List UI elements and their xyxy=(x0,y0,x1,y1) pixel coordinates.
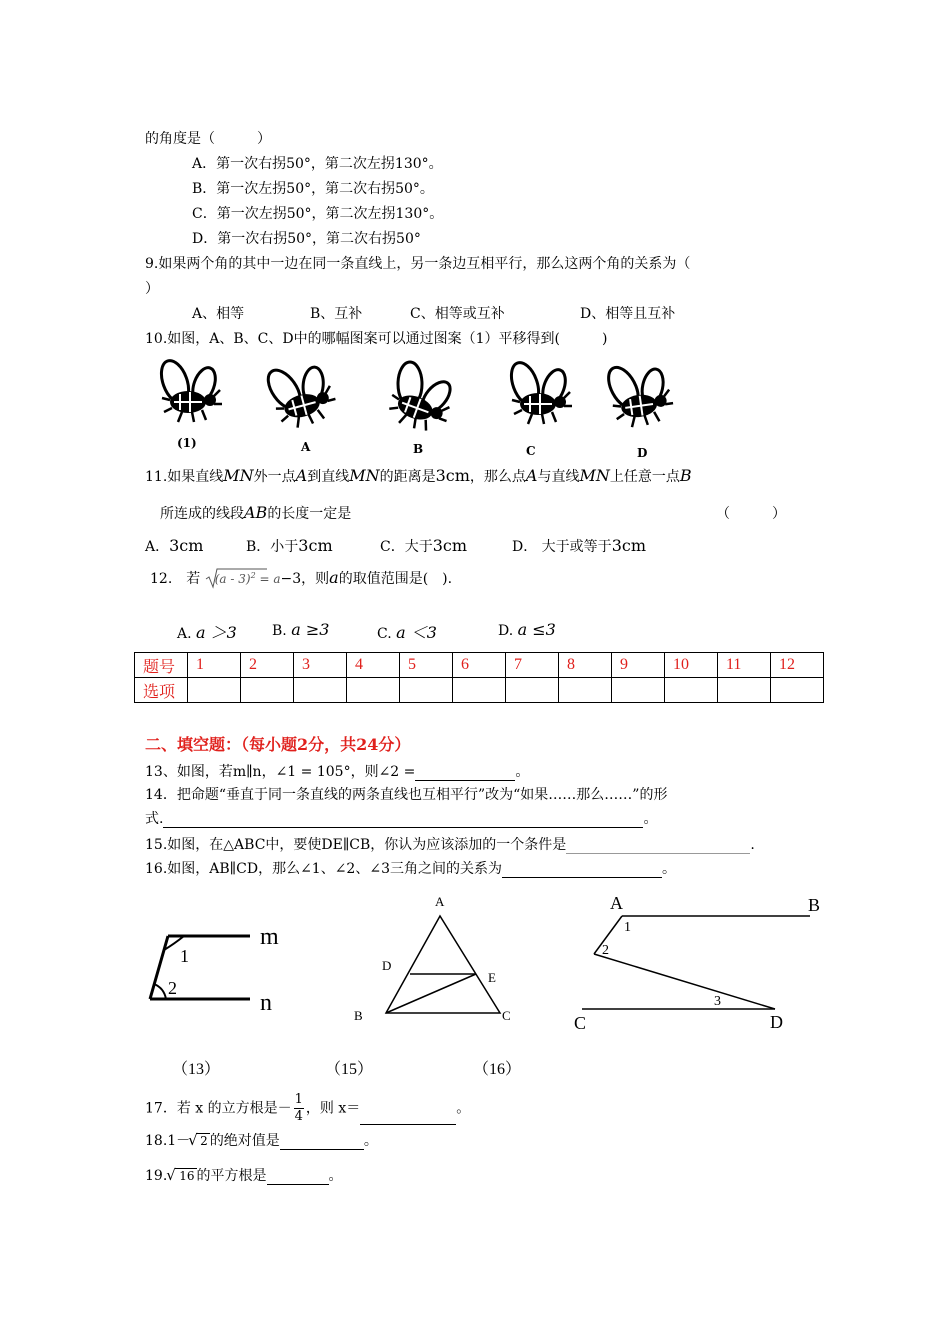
bee-figure-c xyxy=(506,359,572,424)
label-b: B xyxy=(354,1008,363,1023)
q14-line1: 14．把命题“垂直于同一条直线的两条直线也互相平行”改为“如果……那么……”的形 xyxy=(145,787,668,803)
bee-label-b: B xyxy=(413,442,424,456)
table-cell-number: 7 xyxy=(506,653,559,678)
bee-figure-1 xyxy=(156,357,222,422)
q9-stem: 9.如果两个角的其中一边在同一条直线上，另一条边互相平行，那么这两个角的关系为（ xyxy=(145,256,691,272)
figure-15-caption: （15） xyxy=(325,1061,374,1078)
q12-option-a: A. a ＞3 xyxy=(177,623,237,642)
q9-stem-end: ） xyxy=(145,281,159,297)
table-cell-choice[interactable] xyxy=(506,678,559,703)
bee-figure-d xyxy=(601,357,675,431)
q16-answer-blank[interactable] xyxy=(502,863,662,878)
label-angle-1: 1 xyxy=(180,946,189,966)
table-cell-choice[interactable] xyxy=(718,678,771,703)
section-title: 二、填空题：（每小题2分，共24分） xyxy=(145,735,411,754)
q17-text: 17．若 x 的立方根是－ $\frac{1}{4}$ ，则 x＝ 。 xyxy=(145,1092,471,1124)
figure-13-caption: （13） xyxy=(172,1061,221,1078)
q14-line2: 式. 。 xyxy=(145,811,658,827)
bee-label-a: A xyxy=(301,440,311,454)
label-d: D xyxy=(770,1012,783,1032)
q8-option-b: B．第一次左拐50°，第二次右拐50°。 xyxy=(192,181,434,197)
q11-line2: 所连成的线段AB的长度一定是 xyxy=(160,503,352,522)
table-cell-choice[interactable] xyxy=(294,678,347,703)
q18-answer-blank[interactable] xyxy=(280,1135,364,1150)
table-cell-choice[interactable] xyxy=(241,678,294,703)
q11-option-d: D． 大于或等于3cm xyxy=(512,536,646,555)
q12-stem: 12. 若 (a - 3)$^2$ = a−3，则a的取值范围是( ). xyxy=(150,568,453,587)
label-b: B xyxy=(808,895,821,915)
q17-answer-blank[interactable] xyxy=(360,1110,456,1125)
q11-line1: 11.如果直线MN外一点A到直线MN的距离是3cm，那么点A与直线MN上任意一点B xyxy=(145,466,692,485)
label-n: n xyxy=(260,990,272,1016)
q13-answer-blank[interactable] xyxy=(415,766,515,781)
bee-label-d: D xyxy=(637,446,648,460)
table-header-number: 题号 xyxy=(135,653,188,678)
segment-vertex-d xyxy=(594,954,775,1009)
q12-option-c: C. a ＜3 xyxy=(377,623,437,642)
q10-stem: 10.如图，A、B、C、D中的哪幅图案可以通过图案（1）平移得到( ) xyxy=(145,331,608,347)
q19-radical: √ 16 xyxy=(166,1166,195,1184)
figure-15 xyxy=(350,890,520,1030)
table-cell-choice[interactable] xyxy=(400,678,453,703)
table-cell-number: 6 xyxy=(453,653,506,678)
bee-figure-a xyxy=(260,353,340,433)
segment-be xyxy=(386,974,476,1013)
table-cell-number: 5 xyxy=(400,653,453,678)
label-angle-1: 1 xyxy=(624,920,631,935)
table-cell-number: 12 xyxy=(771,653,824,678)
label-angle-2: 2 xyxy=(602,943,609,958)
table-cell-number: 2 xyxy=(241,653,294,678)
q12-option-b: B. a ≥3 xyxy=(272,620,330,639)
label-e: E xyxy=(488,970,496,985)
q8-option-d: D．第一次右拐50°，第二次右拐50° xyxy=(192,231,421,247)
label-d: D xyxy=(382,958,392,973)
q19-text: 19. √ 16 的平方根是 。 xyxy=(145,1166,343,1184)
table-cell-number: 9 xyxy=(612,653,665,678)
figure-13 xyxy=(140,920,280,1020)
table-cell-choice[interactable] xyxy=(771,678,824,703)
q9-option-b: B、互补 xyxy=(310,306,363,322)
q18-radical: √ 2 xyxy=(188,1131,208,1149)
table-cell-choice[interactable] xyxy=(188,678,241,703)
table-cell-number: 1 xyxy=(188,653,241,678)
figure-16-caption: （16） xyxy=(473,1061,522,1078)
q8-stem-end: 的角度是（ ） xyxy=(145,131,271,147)
table-cell-number: 3 xyxy=(294,653,347,678)
q9-option-a: A、相等 xyxy=(192,306,245,322)
q11-option-c: C．大于3cm xyxy=(380,536,468,555)
q19-answer-blank[interactable] xyxy=(267,1170,329,1185)
q9-option-d: D、相等且互补 xyxy=(580,306,676,322)
q11-option-a: A．3cm xyxy=(145,536,204,555)
transversal-line xyxy=(150,936,168,999)
table-header-choice: 选项 xyxy=(135,678,188,703)
q8-option-a: A．第一次右拐50°，第二次左拐130°。 xyxy=(192,156,443,172)
table-cell-choice[interactable] xyxy=(612,678,665,703)
q9-option-c: C、相等或互补 xyxy=(410,306,505,322)
q11-option-b: B．小于3cm xyxy=(246,536,333,555)
bee-label-1: (1) xyxy=(177,436,197,450)
table-cell-number: 4 xyxy=(347,653,400,678)
q10-bee-figures xyxy=(150,352,700,464)
q8-option-c: C．第一次左拐50°，第二次左拐130°。 xyxy=(192,206,444,222)
label-m: m xyxy=(260,924,279,950)
answer-table xyxy=(134,652,824,703)
label-c: C xyxy=(502,1008,511,1023)
label-angle-2: 2 xyxy=(168,978,177,998)
angle-2-arc xyxy=(154,984,166,999)
q12-option-d: D. a ≤3 xyxy=(498,620,556,639)
table-cell-choice[interactable] xyxy=(347,678,400,703)
q16-text: 16.如图，AB∥CD，那么∠1、∠2、∠3三角之间的关系为 。 xyxy=(145,861,676,877)
answer-table-number-row xyxy=(135,653,824,678)
bee-figure-b xyxy=(379,354,463,438)
table-cell-choice[interactable] xyxy=(559,678,612,703)
q18-text: 18.1－ √ 2 的绝对值是 。 xyxy=(145,1131,378,1149)
label-a: A xyxy=(435,894,445,909)
table-cell-choice[interactable] xyxy=(453,678,506,703)
q12-radical: (a - 3)$^2$ = a xyxy=(205,571,281,586)
table-cell-number: 10 xyxy=(665,653,718,678)
q14-answer-blank[interactable] xyxy=(163,813,643,828)
table-cell-number: 8 xyxy=(559,653,612,678)
bee-label-c: C xyxy=(526,444,536,458)
triangle-abc xyxy=(386,916,500,1013)
q15-text: 15.如图，在△ABC中，要使DE∥CB，你认为应该添加的一个条件是 . xyxy=(145,837,755,853)
q11-answer-bracket: （ ） xyxy=(716,506,786,522)
figure-16 xyxy=(570,890,830,1040)
q13-text: 13、如图，若m∥n，∠1 = 105°，则∠2 = 。 xyxy=(145,764,530,780)
q15-answer-blank[interactable] xyxy=(566,839,750,854)
label-a: A xyxy=(610,893,623,913)
q17-fraction: $\frac{1}{4}$ xyxy=(294,1092,303,1124)
table-cell-number: 11 xyxy=(718,653,771,678)
label-c: C xyxy=(574,1013,587,1033)
table-cell-choice[interactable] xyxy=(665,678,718,703)
answer-table-choice-row xyxy=(135,678,824,703)
label-angle-3: 3 xyxy=(714,994,721,1009)
